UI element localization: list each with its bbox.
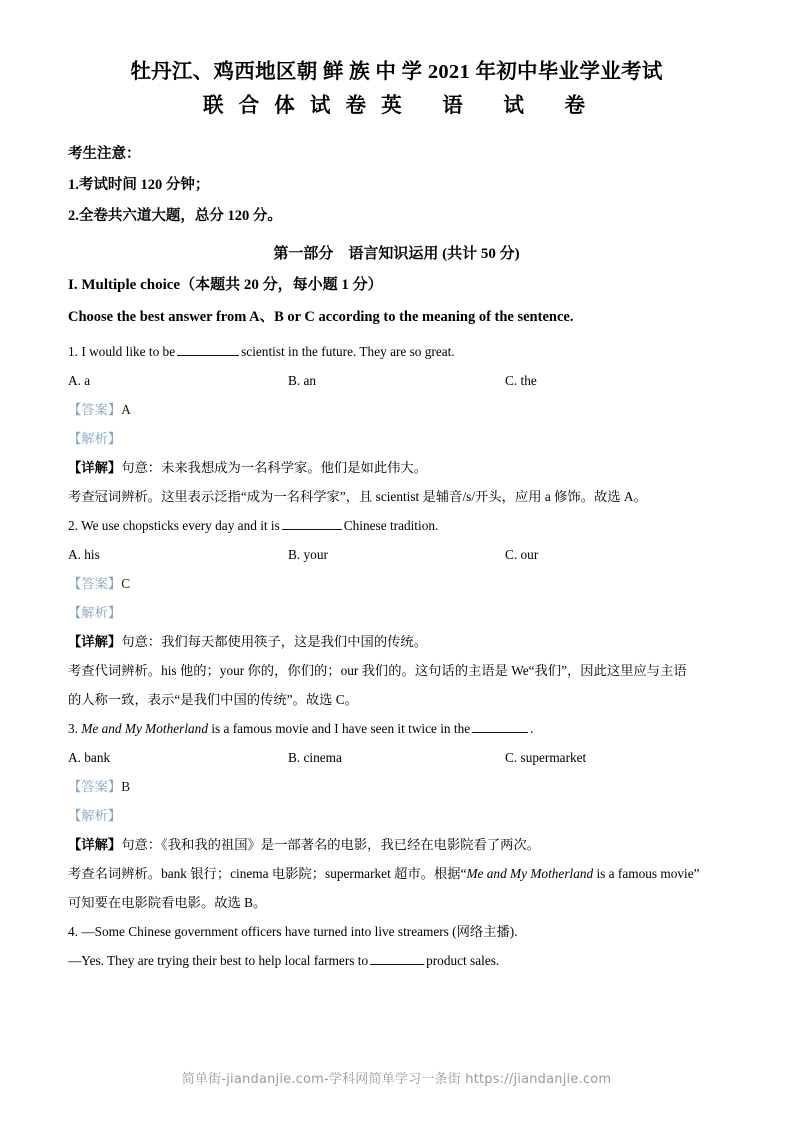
answer-blank	[282, 517, 342, 530]
question-3-analysis-tag-line	[68, 801, 725, 830]
question-3-option-c[interactable]	[505, 743, 586, 772]
question-3-stem-italic: Me and My Motherland	[81, 721, 208, 736]
question-3-options	[68, 743, 725, 772]
option-key: A.	[68, 373, 81, 388]
question-1-detail-line	[68, 453, 725, 482]
notice-item-2-text: 2.全卷共六道大题，总分 120 分。	[68, 208, 282, 224]
answer-tag: 【答案】	[68, 779, 122, 794]
page-title-line-2: 联 合 体 试 卷 英 语 试 卷	[203, 95, 590, 117]
question-4-dialog-2-after: product sales.	[426, 953, 500, 968]
question-1-detail-text: 句意：未来我想成为一名科学家。他们是如此伟大。	[121, 460, 428, 475]
question-3-stem	[68, 714, 725, 743]
question-3-analysis-line-1	[68, 859, 725, 888]
question-2-analysis-line-1: 考查代词辨析。his 他的；your 你的，你们的；our 我们的。这句话的主语是 We“我们”，因此这里应与主语	[68, 663, 687, 678]
option-key: A.	[68, 547, 81, 562]
question-2-stem-after: Chinese tradition.	[343, 518, 439, 533]
question-4-dialog-1-text: —Some Chinese government officers have turned into live streamers (网络主播).	[81, 924, 518, 939]
question-1-stem	[68, 337, 725, 366]
option-text: a	[84, 373, 91, 388]
question-2-stem	[68, 511, 725, 540]
question-3-stem-tail: .	[530, 721, 534, 736]
question-2-answer-line	[68, 569, 725, 598]
footer-watermark: 简单街-jiandanjie.com-学科网简单学习一条街 https://jiandanjie.com	[181, 1072, 612, 1087]
notice-heading: 考生注意：	[68, 146, 141, 162]
analysis-tag: 【解析】	[68, 605, 122, 620]
option-key: B.	[288, 750, 301, 765]
question-2-answer-value: C	[121, 576, 131, 591]
detail-tag: 【详解】	[68, 634, 122, 649]
option-key: C.	[505, 547, 518, 562]
question-1-analysis-tag-line	[68, 424, 725, 453]
question-2-options	[68, 540, 725, 569]
option-text: an	[303, 373, 317, 388]
question-1-options	[68, 366, 725, 395]
question-1-answer-value: A	[121, 402, 131, 417]
option-key: A.	[68, 750, 81, 765]
option-text: the	[520, 373, 537, 388]
option-text: bank	[84, 750, 111, 765]
question-3-detail-text: 句意：《我和我的祖国》是一部著名的电影，我已经在电影院看了两次。	[121, 837, 541, 852]
question-2-option-b[interactable]	[288, 540, 328, 569]
notice-item-2	[68, 201, 725, 232]
analysis-3-seg-2: is a famous movie”	[593, 866, 700, 881]
question-3-detail-line	[68, 830, 725, 859]
question-2-detail-text: 句意：我们每天都使用筷子，这是我们中国的传统。	[121, 634, 428, 649]
question-2-analysis-line-2: 的人称一致，表示“是我们中国的传统”。故选 C。	[68, 692, 358, 707]
question-3-stem-after: is a famous movie and I have seen it twice in the	[211, 721, 471, 736]
detail-tag: 【详解】	[68, 460, 122, 475]
answer-tag: 【答案】	[68, 576, 122, 591]
question-3-answer-value: B	[121, 779, 131, 794]
section-instruction: Choose the best answer from A、B or C according to the meaning of the sentence.	[68, 309, 574, 325]
analysis-tag: 【解析】	[68, 808, 122, 823]
part-heading: 第一部分 语言知识运用 (共计 50 分)	[273, 246, 520, 262]
question-block-1	[68, 337, 725, 511]
analysis-tag: 【解析】	[68, 431, 122, 446]
question-4-dialog-2-before: —Yes. They are trying their best to help local farmers to	[68, 953, 369, 968]
option-text: your	[303, 547, 328, 562]
question-block-4	[68, 917, 725, 975]
option-text: our	[520, 547, 539, 562]
question-4-dialog-line-2	[68, 946, 725, 975]
section-sub-heading: I. Multiple choice（本题共 20 分，每小题 1 分）	[68, 277, 383, 293]
question-3-option-b[interactable]	[288, 743, 342, 772]
question-3-answer-line	[68, 772, 725, 801]
notice-item-1	[68, 170, 725, 201]
question-block-2	[68, 511, 725, 714]
question-block-3	[68, 714, 725, 917]
question-2-detail-line	[68, 627, 725, 656]
question-2-stem-before: We use chopsticks every day and it is	[81, 518, 280, 533]
question-1-answer-line	[68, 395, 725, 424]
analysis-3-seg-1: 考查名词辨析。bank 银行；cinema 电影院；supermarket 超市。根据“	[68, 866, 467, 881]
question-1-stem-after: scientist in the future. They are so great.	[241, 344, 455, 359]
question-1-number: 1.	[68, 344, 78, 359]
answer-tag: 【答案】	[68, 402, 122, 417]
question-1-option-c[interactable]	[505, 366, 537, 395]
option-text: his	[84, 547, 100, 562]
page-title-line-1: 牡丹江、鸡西地区朝 鲜 族 中 学 2021 年初中毕业学业考试	[130, 61, 663, 83]
question-1-option-a[interactable]	[68, 366, 90, 395]
question-4-number: 4.	[68, 924, 78, 939]
answer-blank	[472, 720, 528, 733]
question-2-option-a[interactable]	[68, 540, 100, 569]
question-1-analysis-line-1: 考查冠词辨析。这里表示泛指“成为一名科学家”，且 scientist 是辅音/s/开头，应用 a 修饰。故选 A。	[68, 489, 647, 504]
notice-item-1-text: 1.考试时间 120 分钟；	[68, 177, 210, 193]
question-2-number: 2.	[68, 518, 78, 533]
question-1-stem-before: I would like to be	[81, 344, 176, 359]
question-4-dialog-line-1	[68, 917, 725, 946]
analysis-3-italic-title: Me and My Motherland	[466, 866, 594, 881]
detail-tag: 【详解】	[68, 837, 122, 852]
option-key: C.	[505, 373, 518, 388]
question-3-analysis-line-2: 可知要在电影院看电影。故选 B。	[68, 895, 267, 910]
option-key: B.	[288, 373, 301, 388]
question-1-option-b[interactable]	[288, 366, 316, 395]
option-text: cinema	[303, 750, 342, 765]
question-3-number: 3.	[68, 721, 78, 736]
option-key: C.	[505, 750, 518, 765]
answer-blank	[370, 952, 424, 965]
answer-blank	[177, 343, 239, 356]
option-key: B.	[288, 547, 301, 562]
question-2-option-c[interactable]	[505, 540, 538, 569]
option-text: supermarket	[520, 750, 587, 765]
question-3-option-a[interactable]	[68, 743, 110, 772]
question-2-analysis-tag-line	[68, 598, 725, 627]
